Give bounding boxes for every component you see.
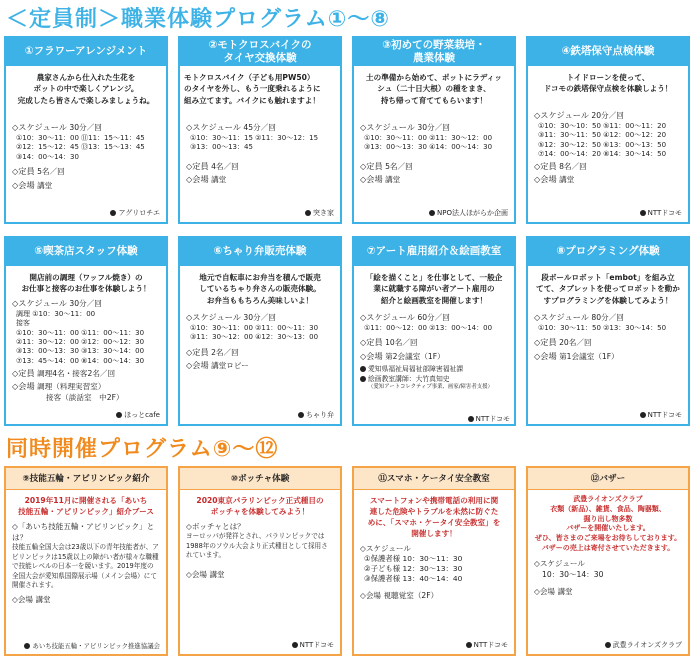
program-card-8 bbox=[526, 236, 690, 426]
card-desc: トイドローンを使って、 ドコモの鉄塔保守点検を体験しよう！ bbox=[543, 73, 673, 94]
bullet-icon bbox=[298, 412, 304, 418]
bullet-icon bbox=[24, 643, 30, 649]
program-card-5 bbox=[4, 236, 168, 426]
schedule-label: ◇スケジュール bbox=[360, 122, 415, 132]
card-info bbox=[354, 122, 514, 186]
schedule-length: 20分／回 bbox=[591, 111, 624, 120]
program-card-2 bbox=[178, 36, 342, 224]
program-card-7 bbox=[352, 236, 516, 426]
venue-value-2: 接客（談話室 中2F） bbox=[46, 392, 124, 402]
venue-label: ◇会場 bbox=[186, 569, 208, 579]
card-desc: 地元で自転車にお弁当を積んで販売 しているちゃり弁さんの販売体験。 お弁当ももちろん美味しいよ！ bbox=[199, 273, 321, 305]
schedule-times: ①10：30～11：50 ②13：30～14：50 bbox=[538, 323, 667, 332]
capacity-label: ◇定員 bbox=[186, 160, 209, 171]
card-head: ⑦アート雇用紹介＆絵画教室 bbox=[354, 238, 514, 266]
organizer-1 bbox=[360, 365, 508, 375]
card-head: ⑫バザー bbox=[528, 468, 688, 490]
card-head: ⑤喫茶店スタッフ体験 bbox=[6, 238, 166, 266]
schedule-label: ◇スケジュール bbox=[186, 122, 241, 132]
schedule-times: ①10：30～11：00 ①11：00～11：30 ②11：30～12：00 ②12：00～12：30 ③13：00～13：30 ③13：30～14：00 ⑦13：45～14：00 ⑧14：00～14：30 bbox=[16, 328, 145, 365]
capacity-value: 5名／回 bbox=[37, 166, 65, 176]
schedule-label: ◇スケジュール bbox=[360, 312, 415, 322]
organizer bbox=[429, 208, 508, 218]
bullet-icon bbox=[605, 642, 611, 648]
capacity-label: ◇定員 bbox=[12, 165, 35, 176]
venue-value: 講堂 bbox=[557, 586, 573, 596]
about-text: 技能五輪全国大会は23歳以下の青年技能者が、アビリンピックは15歳以上の障がい者が様々な職種で技能レベルの日本一を競います。2019年度の全国大会が愛知県国際展示場（メイン会場）にて開催されます。 bbox=[12, 543, 159, 590]
card-desc: モトクロスバイク（子ども用PW50） のタイヤを外し、もう一度乗れるように 組み立てます。バイクにも触れますよ！ bbox=[184, 73, 321, 105]
program-card-1 bbox=[4, 36, 168, 224]
card-info bbox=[528, 110, 688, 186]
schedule-times: 10：30～14：30 bbox=[542, 569, 604, 579]
organizer-name: 突き家 bbox=[313, 209, 334, 217]
bullet-icon bbox=[110, 210, 116, 216]
venue-label: ◇会場 bbox=[12, 594, 34, 604]
organizer-1-name: 愛知県福祉局福祉部障害福祉課 bbox=[368, 365, 464, 374]
schedule-times: ①11：00～12：00 ②13：00～14：00 bbox=[364, 323, 493, 332]
schedule-cook bbox=[12, 310, 160, 319]
schedule-label: ◇スケジュール bbox=[12, 298, 67, 308]
capacity-label: ◇定員 bbox=[12, 368, 35, 379]
venue-label: ◇会場 bbox=[186, 360, 209, 371]
capacity-value: 4名／回 bbox=[211, 161, 239, 171]
venue-value: 講堂 bbox=[209, 569, 225, 579]
schedule-times: ①10：30～11：00 ②11：30～12：00 ③13：00～13：30 ④14：00～14：30 bbox=[364, 133, 493, 152]
organizer bbox=[605, 640, 682, 650]
venue-label: ◇会場 bbox=[360, 174, 383, 185]
organizer-name: NTTドコモ bbox=[647, 411, 682, 419]
schedule-label: ◇スケジュール bbox=[12, 122, 67, 132]
program-card-4 bbox=[526, 36, 690, 224]
venue-label: ◇会場 bbox=[360, 590, 382, 600]
venue-value: 視聴覚室（2F） bbox=[383, 590, 439, 600]
venue-value: 講堂 bbox=[37, 180, 53, 190]
venue-value: 講堂ロビー bbox=[211, 361, 249, 371]
organizer-name: 武豊ライオンズクラブ bbox=[612, 641, 682, 649]
program-card-3 bbox=[352, 36, 516, 224]
card-desc: 武豊ライオンズクラブ 衣類（新品）、雑貨、食品、陶器類、 掘り出し物多数 バザーを開催いたします。 ぜひ、皆さまのご来場をお待ちしております。 バザーの売上は寄付させていただきます。 bbox=[534, 495, 682, 552]
organizer-name: NTTドコモ bbox=[475, 415, 510, 423]
about-label: ◇ボッチャとは？ bbox=[186, 522, 245, 531]
schedule-length: 30分／回 bbox=[243, 313, 276, 322]
card-head: ②モトクロスバイクの タイヤ交換体験 bbox=[180, 38, 340, 66]
organizer bbox=[110, 208, 160, 218]
bullet-icon bbox=[468, 416, 474, 422]
schedule-times: ①10：30～11：15 ②11：30～12：15 ③13：00～13：45 bbox=[190, 133, 319, 152]
bullet-icon bbox=[360, 376, 366, 382]
venue-value: 第2会議室（1F） bbox=[385, 351, 445, 361]
schedule-times: ①10：30～11：00 ②11：00～11：30 ③11：30～12：00 ④12：30～13：00 bbox=[190, 323, 319, 342]
schedule-serve-label: 接客 bbox=[16, 319, 30, 328]
program-card-12 bbox=[526, 466, 690, 656]
schedule-length: 60分／回 bbox=[417, 313, 450, 322]
venue-value: 講堂 bbox=[211, 175, 227, 185]
bullet-icon bbox=[466, 642, 472, 648]
schedule-times: ①10：30～10：50 ⑤11：00～11：20 ③11：30～11：50 ④12：00～12：20 ⑤12：30～12：50 ⑥13：00～13：50 ⑦14：00～14：20 ⑧14：30～14：50 bbox=[538, 121, 667, 158]
card-head: ①フラワーアレンジメント bbox=[6, 38, 166, 66]
program-card-10 bbox=[178, 466, 342, 656]
capacity-value: 20名／回 bbox=[559, 338, 592, 348]
card-head: ⑩ボッチャ体験 bbox=[180, 468, 340, 490]
card-info bbox=[180, 312, 340, 372]
organizer bbox=[305, 208, 334, 218]
venue-label: ◇会場 bbox=[360, 350, 383, 361]
schedule-times: ①10：30～11：00 ⑪11：15～11：45 ②12：15～12：45 ⑬13：15～13：45 ③14：00～14：30 bbox=[16, 133, 145, 161]
capacity-value: 2名／回 bbox=[211, 347, 239, 357]
organizer bbox=[24, 641, 160, 650]
venue-value: 調理（料理実習室） bbox=[37, 381, 106, 391]
venue-label: ◇会場 bbox=[534, 350, 557, 361]
card-desc: スマートフォンや携帯電話の利用に関 連した危険やトラブルを未然に防ぐた めに、「スマホ・ケータイ安全教室」を 開催します！ bbox=[367, 496, 501, 538]
venue-label: ◇会場 bbox=[12, 179, 35, 190]
organizer-name: NTTドコモ bbox=[647, 209, 682, 217]
organizer-name: アグリロチエ bbox=[118, 209, 160, 217]
card-desc: 2019年11月に開催される「あいち 技能五輪・アビリンピック」紹介ブース bbox=[18, 496, 154, 516]
capacity-value: 8名／回 bbox=[559, 162, 587, 172]
program-card-9 bbox=[4, 466, 168, 656]
card-info bbox=[180, 517, 340, 580]
capacity-value: 5名／回 bbox=[385, 161, 413, 171]
card-desc: 農家さんから仕入れた生花を ポットの中で楽しくアレンジ。 完成したら皆さんで楽しみましょうね。 bbox=[17, 73, 155, 105]
bullet-icon bbox=[640, 210, 646, 216]
venue-label: ◇会場 bbox=[186, 174, 209, 185]
card-info bbox=[354, 312, 514, 392]
organizer-name: NTTドコモ bbox=[473, 641, 508, 649]
schedule-label: ◇スケジュール bbox=[534, 110, 589, 120]
about-text: ヨーロッパが発祥とされ、パラリンピックでは1988年のソウル大会より正式種目として採用されています。 bbox=[186, 532, 328, 560]
venue-value: 第1会議室（1F） bbox=[559, 351, 619, 361]
card-info bbox=[6, 122, 166, 191]
schedule-length: 30分／回 bbox=[69, 299, 102, 308]
bullet-icon bbox=[305, 210, 311, 216]
capacity-label: ◇定員 bbox=[360, 337, 383, 348]
card-desc: 開店前の調理（ワッフル焼き）の お仕事と接客のお仕事を体験しよう！ bbox=[21, 273, 151, 294]
venue-value: 講堂 bbox=[35, 594, 51, 604]
bullet-icon bbox=[640, 412, 646, 418]
bullet-icon bbox=[116, 412, 122, 418]
program-card-6 bbox=[178, 236, 342, 426]
capacity-value: 調理4名・接客2名／回 bbox=[37, 369, 116, 379]
card-desc: 2020東京パラリンピック正式種目の ボッチャを体験してみよう！ bbox=[196, 496, 324, 516]
main-title: ＜定員制＞職業体験プログラム①～⑧ bbox=[6, 7, 391, 32]
organizer-3: （愛知アートコレクティブ事業、画家/障害者支援） bbox=[368, 384, 493, 391]
cook-time: ①10：30～11：00 bbox=[32, 309, 96, 318]
organizer-name: NPO法人ほがらか企画 bbox=[437, 209, 508, 217]
capacity-label: ◇定員 bbox=[186, 346, 209, 357]
card-info bbox=[354, 539, 514, 601]
sub-title: 同時開催プログラム⑨～⑫ bbox=[6, 437, 279, 462]
organizer bbox=[298, 410, 334, 420]
organizer-name: ほっとcafe bbox=[124, 411, 160, 419]
schedule-label: ◇スケジュール bbox=[534, 558, 585, 568]
card-info bbox=[6, 517, 166, 605]
venue-label: ◇会場 bbox=[12, 380, 35, 391]
schedule-label: ◇スケジュール bbox=[186, 312, 241, 322]
capacity-value: 10名／回 bbox=[385, 338, 418, 348]
organizer-2-name: 絵画教室講師：大竹真知史 bbox=[368, 374, 450, 383]
card-info bbox=[528, 312, 688, 362]
organizer bbox=[292, 640, 334, 650]
organizer bbox=[466, 640, 508, 650]
card-head: ⑪スマホ・ケータイ安全教室 bbox=[354, 468, 514, 490]
card-head: ⑧プログラミング体験 bbox=[528, 238, 688, 266]
organizer bbox=[116, 410, 160, 420]
card-head: ③初めての野菜栽培・ 農業体験 bbox=[354, 38, 514, 66]
schedule-label: ◇スケジュール bbox=[534, 312, 589, 322]
schedule-length: 30分／回 bbox=[417, 123, 450, 132]
organizer bbox=[468, 414, 510, 424]
capacity-label: ◇定員 bbox=[534, 337, 557, 348]
schedule-length: 45分／回 bbox=[243, 123, 276, 132]
card-desc: 段ボールロボット「embot」を組み立 てて、タブレットを使ってロボットを動か すプログラミングを体験してみよう！ bbox=[536, 273, 680, 305]
organizer bbox=[640, 208, 682, 218]
card-desc: 土の準備から始めて、ポットにラディッ シュ（二十日大根）の種をまき、 持ち帰って育ててもらいます！ bbox=[366, 73, 502, 105]
venue-label: ◇会場 bbox=[534, 174, 557, 184]
card-info bbox=[180, 122, 340, 186]
venue-value: 講堂 bbox=[559, 175, 575, 184]
card-head: ④鉄塔保守点検体験 bbox=[528, 38, 688, 66]
card-desc: 「絵を描くこと」を仕事として、一般企 業に就職する障がい者アート雇用の 紹介と絵画教室を開催します！ bbox=[365, 273, 503, 305]
card-info bbox=[6, 298, 166, 403]
organizer-2 bbox=[360, 375, 508, 385]
schedule-length: 80分／回 bbox=[591, 313, 624, 322]
organizer-name: ちゃり弁 bbox=[306, 411, 334, 419]
bullet-icon bbox=[360, 366, 366, 372]
card-head: ⑨技能五輪・アビリンピック紹介 bbox=[6, 468, 166, 490]
bullet-icon bbox=[292, 642, 298, 648]
organizer bbox=[640, 410, 682, 420]
bullet-icon bbox=[429, 210, 435, 216]
card-head: ⑥ちゃり弁販売体験 bbox=[180, 238, 340, 266]
program-card-11 bbox=[352, 466, 516, 656]
schedule-times: ①保護者様 10：30～11：30 ②子ども様 12：30～13：30 ③保護者様 13：40～14：40 bbox=[364, 554, 463, 583]
schedule-length: 30分／回 bbox=[69, 123, 102, 132]
card-info bbox=[528, 554, 688, 597]
capacity-label: ◇定員 bbox=[360, 160, 383, 171]
cook-label: 調理 bbox=[16, 309, 30, 318]
organizer-name: NTTドコモ bbox=[299, 641, 334, 649]
capacity-label: ◇定員 bbox=[534, 161, 557, 172]
organizer-name: あいち技能五輪・アビリンピック推進協議会 bbox=[32, 642, 160, 650]
venue-value: 講堂 bbox=[385, 175, 401, 185]
about-label: ◇「あいち技能五輪・アビリンピック」とは？ bbox=[12, 522, 155, 542]
schedule-label: ◇スケジュール bbox=[360, 544, 411, 553]
venue-label: ◇会場 bbox=[534, 586, 556, 596]
